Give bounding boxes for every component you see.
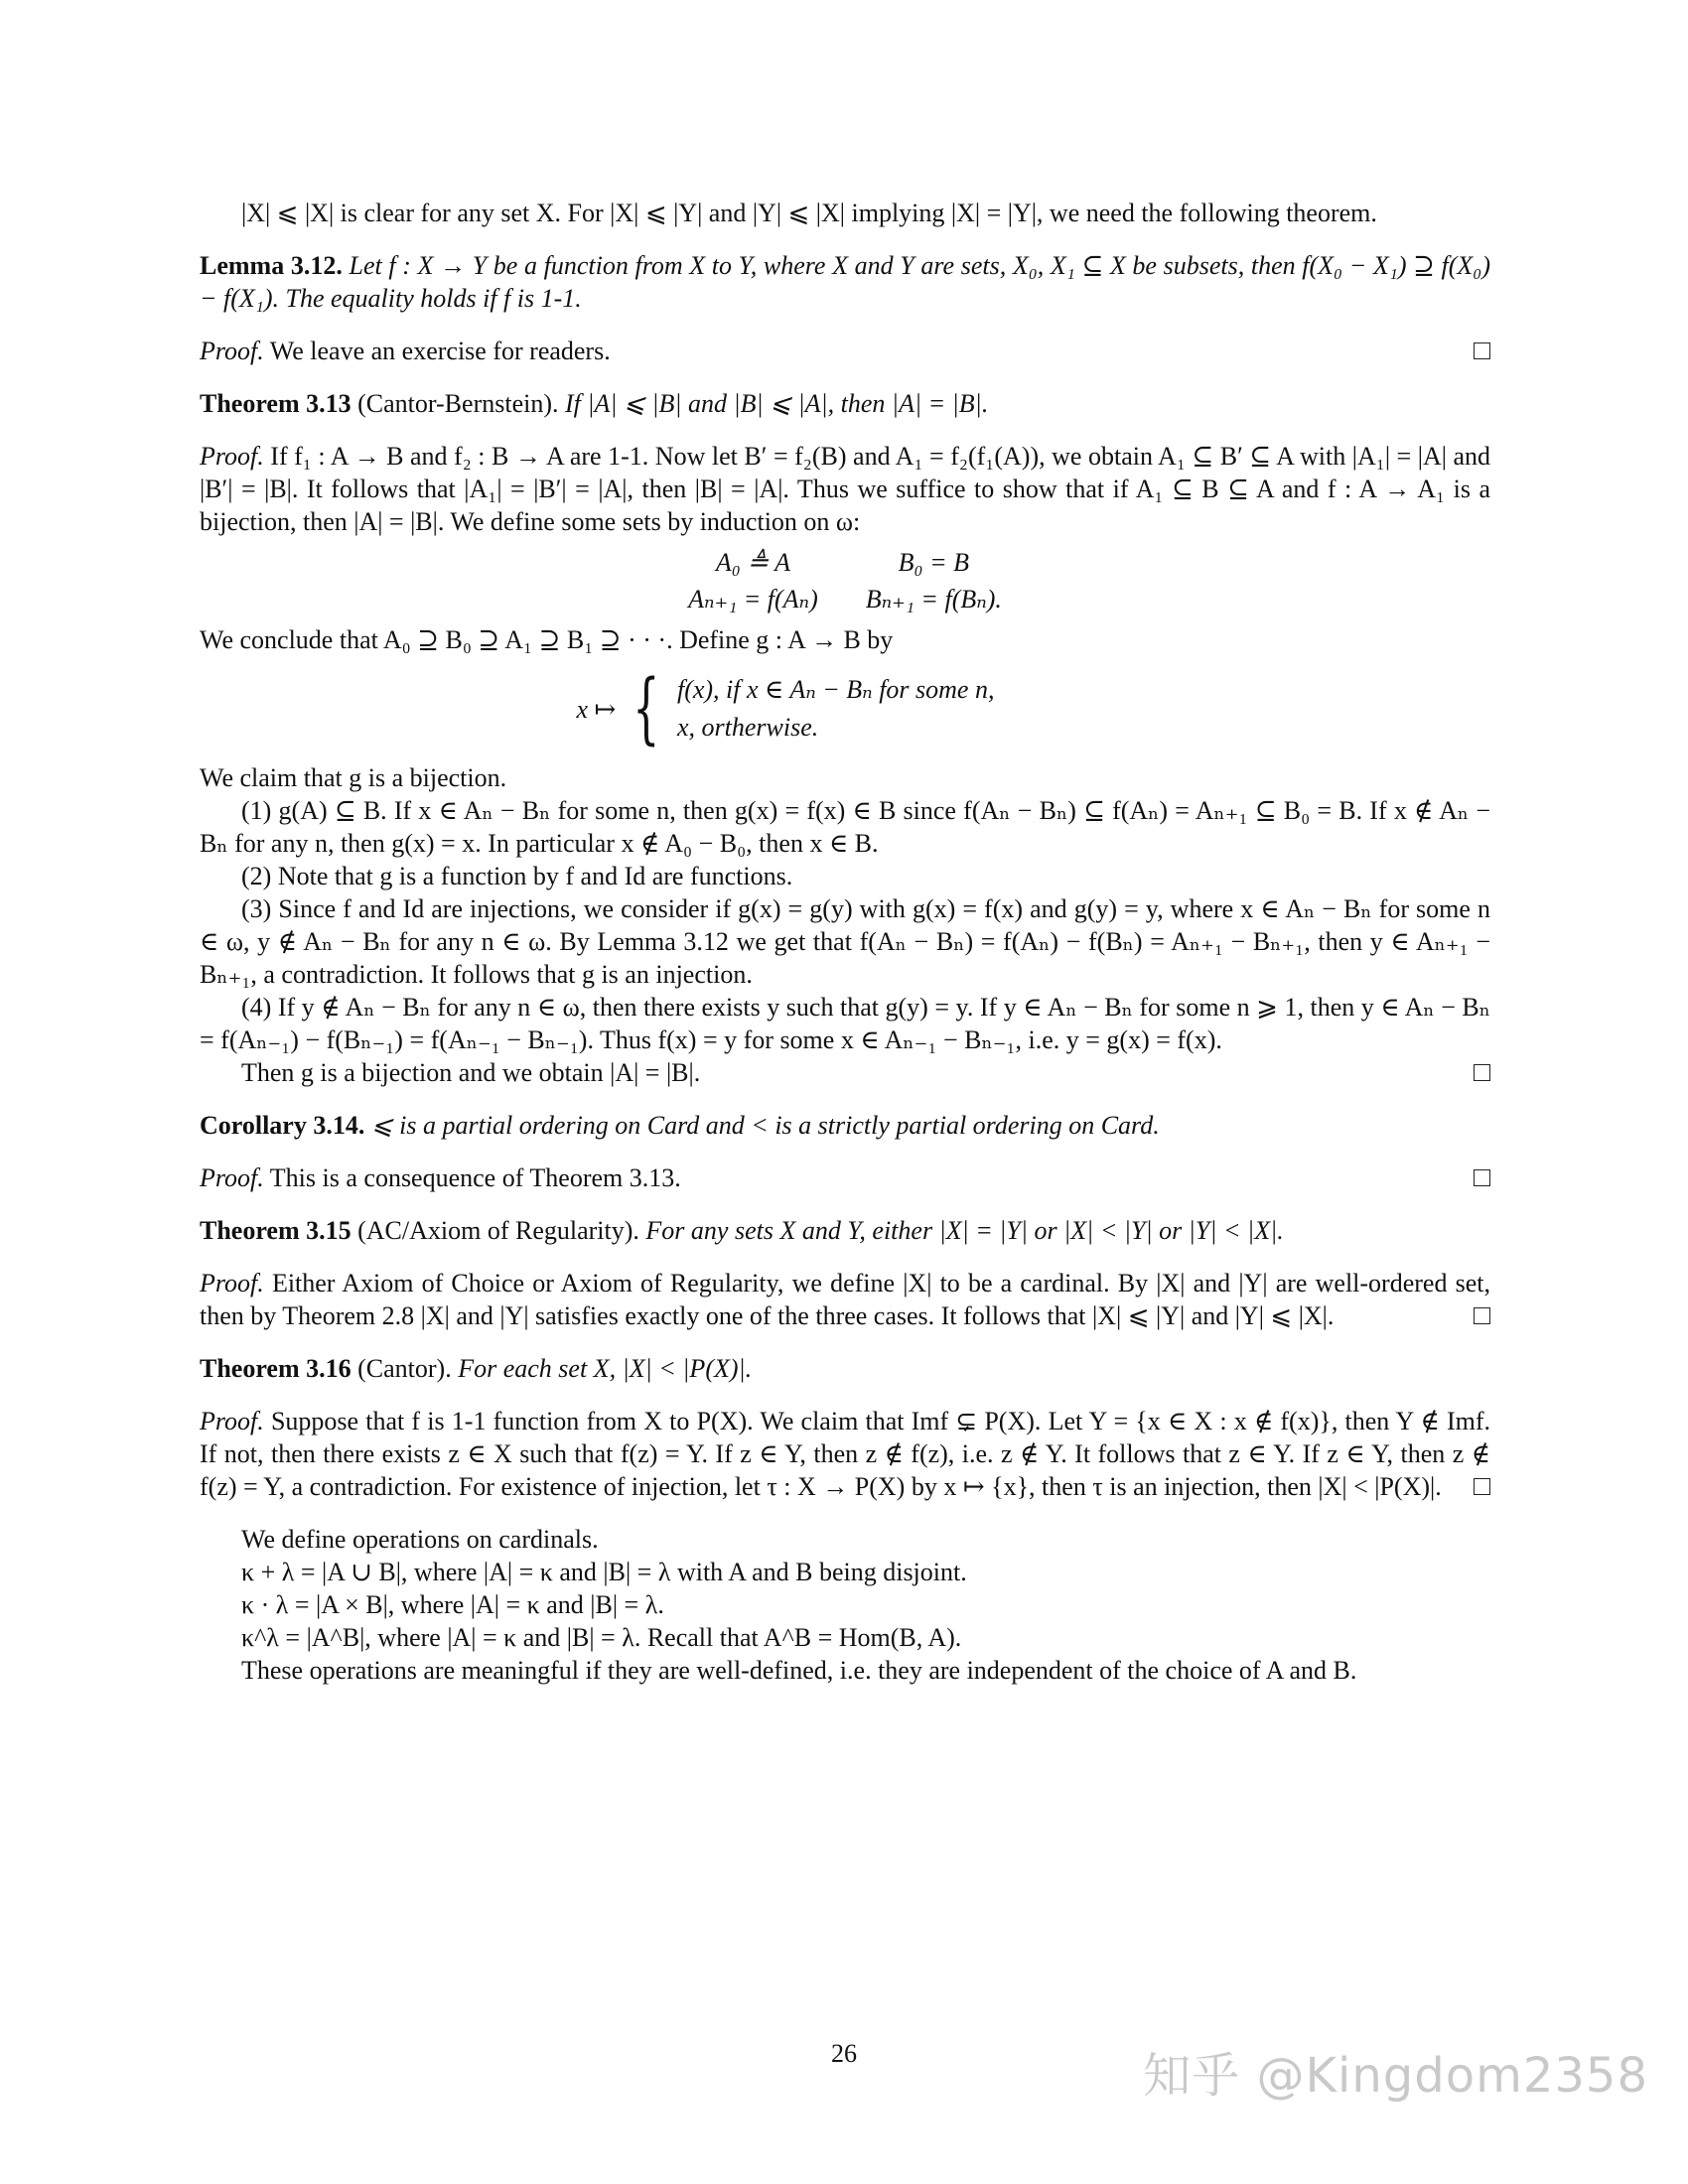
item-3: (3) Since f and Id are injections, we consider if g(x) = g(y) with g(x) = f(x) and g(y) = y, where x ∈ Aₙ − Bₙ for some n ∈ ω, y ∉ Aₙ − Bₙ for any n ∈ ω. By Lemma 3.12 we get that f(Aₙ − Bₙ) = f(Aₙ) − f(Bₙ) = Aₙ₊₁ − Bₙ₊₁, then y ∈ Aₙ₊₁ − Bₙ₊₁, a contradiction. It follows that g is an injection. [200,894,1490,989]
qed-symbol [1474,1478,1490,1495]
equation-b0: B₀ = B [898,548,970,577]
piecewise-definition [80,664,1490,753]
ops-product: κ · λ = |A × B|, where |A| = κ and |B| = λ. [241,1590,664,1619]
proof-text: Either Axiom of Choice or Axiom of Regularity, we define |X| to be a cardinal. By |X| and |Y| are well-ordered set, then by Theorem 2.8 |X| and |Y| satisfies exactly one of the three cases. It follows that |X| ⩽ |Y| and |Y| ⩽ |X|. [200,1269,1490,1330]
proof-text: If f₁ : A → B and f₂ : B → A are 1-1. Now let B′ = f₂(B) and A₁ = f₂(f₁(A)), we obtain A₁ ⊆ B′ ⊆ A with |A₁| = |A| and |B′| = |B|. It follows that |A₁| = |B′| = |A|, then |B| = |A|. Thus we suffice to show that if A₁ ⊆ B ⊆ A and f : A → A₁ is a bijection, then |A| = |B|. We define some sets by induction on ω: [200,442,1490,536]
qed-symbol [1474,1064,1490,1081]
conclude-line: We conclude that A₀ ⊇ B₀ ⊇ A₁ ⊇ B₁ ⊇ · · ·. Define g : A → B by [200,625,894,654]
page-number: 26 [831,2039,857,2068]
theorem-statement: For each set X, |X| < |P(X)|. [458,1354,753,1383]
proof-label: Proof. [200,337,264,365]
proof-3-15 [200,1267,1490,1332]
intro-paragraph: |X| ⩽ |X| is clear for any set X. For |X| ⩽ |Y| and |Y| ⩽ |X| implying |X| = |Y|, we need the following theorem. [241,199,1377,227]
theorem-statement: If |A| ⩽ |B| and |B| ⩽ |A|, then |A| = |B|. [565,389,989,418]
item-2: (2) Note that g is a function by f and Id are functions. [241,862,793,890]
ops-note: These operations are meaningful if they are well-defined, i.e. they are independent of the choice of A and B. [241,1656,1357,1685]
proof-text: Suppose that f is 1-1 function from X to P(X). We claim that Imf ⊊ P(X). Let Y = {x ∈ X : x ∉ f(x)}, then Y ∉ Imf. If not, then there exists z ∈ X such that f(z) = Y. If z ∈ Y, then z ∉ f(z), i.e. z ∉ Y. It follows that z ∈ Y. If z ∈ Y, then z ∉ f(z) = Y, a contradiction. For existence of injection, let τ : X → P(X) by x ↦ {x}, then τ is an injection, then |X| < |P(X)|. [200,1407,1490,1501]
theorem-label: Theorem 3.15 [200,1216,352,1245]
proof-3-13 [200,440,1490,538]
theorem-statement: For any sets X and Y, either |X| = |Y| or |X| < |Y| or |Y| < |X|. [645,1216,1284,1245]
proof-3-14 [200,1161,1490,1194]
left-brace: { [633,664,660,753]
case-2: x, ortherwise. [676,713,819,742]
ops-intro: We define operations on cardinals. [241,1525,599,1554]
proof-label: Proof. [200,442,264,471]
map-lhs: x ↦ [576,694,617,724]
watermark: 知乎 @Kingdom2358 [1143,2048,1648,2104]
case-1: f(x), if x ∈ Aₙ − Bₙ for some n, [676,675,995,704]
corollary-statement: ⩽ is a partial ordering on Card and < is a strictly partial ordering on Card. [370,1111,1160,1140]
lemma-statement: Let f : X → Y be a function from X to Y, where X and Y are sets, X₀, X₁ ⊆ X be subsets, then f(X₀ − X₁) ⊇ f(X₀) − f(X₁). The equality holds if f is 1-1. [200,251,1491,313]
item-1: (1) g(A) ⊆ B. If x ∈ Aₙ − Bₙ for some n, then g(x) = f(x) ∈ B since f(Aₙ − Bₙ) ⊆ f(Aₙ) = Aₙ₊₁ ⊆ B₀ = B. If x ∉ Aₙ − Bₙ for any n, then g(x) = x. In particular x ∉ A₀ − B₀, then x ∈ B. [200,796,1490,858]
theorem-note: (AC/Axiom of Regularity). [357,1216,639,1245]
theorem-note: (Cantor-Bernstein). [357,389,559,418]
corollary-label: Corollary 3.14. [200,1111,365,1140]
item-4: (4) If y ∉ Aₙ − Bₙ for any n ∈ ω, then there exists y such that g(y) = y. If y ∈ Aₙ − Bₙ for some n ⩾ 1, then y ∈ Aₙ − Bₙ = f(Aₙ₋₁) − f(Bₙ₋₁) = f(Aₙ₋₁ − Bₙ₋₁). Thus f(x) = y for some x ∈ Aₙ₋₁ − Bₙ₋₁, i.e. y = g(x) = f(x). [200,993,1490,1054]
ops-sum: κ + λ = |A ∪ B|, where |A| = κ and |B| = λ with A and B being disjoint. [241,1558,967,1586]
proof-3-12 [200,335,1490,367]
ops-power: κ^λ = |A^B|, where |A| = κ and |B| = λ. Recall that A^B = Hom(B, A). [241,1623,962,1652]
lemma-label: Lemma 3.12. [200,251,343,280]
proof-text: This is a consequence of Theorem 3.13. [269,1163,681,1192]
corollary-3-14 [200,1109,1490,1142]
final-line: Then g is a bijection and we obtain |A| = |B|. [241,1058,701,1087]
page-body [200,197,1490,1687]
proof-3-16 [200,1405,1490,1503]
definition-equations [200,544,1490,617]
proof-final [200,1056,1490,1089]
qed-symbol [1474,1307,1490,1324]
theorem-3-16 [200,1352,1490,1385]
equation-bn1: Bₙ₊₁ = f(Bₙ). [865,585,1002,614]
qed-symbol [1474,342,1490,359]
theorem-3-13 [200,387,1490,420]
lemma-3-12 [200,249,1490,315]
theorem-3-15 [200,1214,1490,1247]
proof-label: Proof. [200,1407,264,1435]
theorem-note: (Cantor). [357,1354,452,1383]
qed-symbol [1474,1169,1490,1186]
proof-text: We leave an exercise for readers. [269,337,611,365]
proof-label: Proof. [200,1163,264,1192]
theorem-label: Theorem 3.13 [200,389,352,418]
proof-label: Proof. [200,1269,264,1297]
claim-line: We claim that g is a bijection. [200,763,507,792]
theorem-label: Theorem 3.16 [200,1354,352,1383]
equation-an1: Aₙ₊₁ = f(Aₙ) [688,585,818,614]
equation-a0: A₀ ≜ A [715,548,790,577]
